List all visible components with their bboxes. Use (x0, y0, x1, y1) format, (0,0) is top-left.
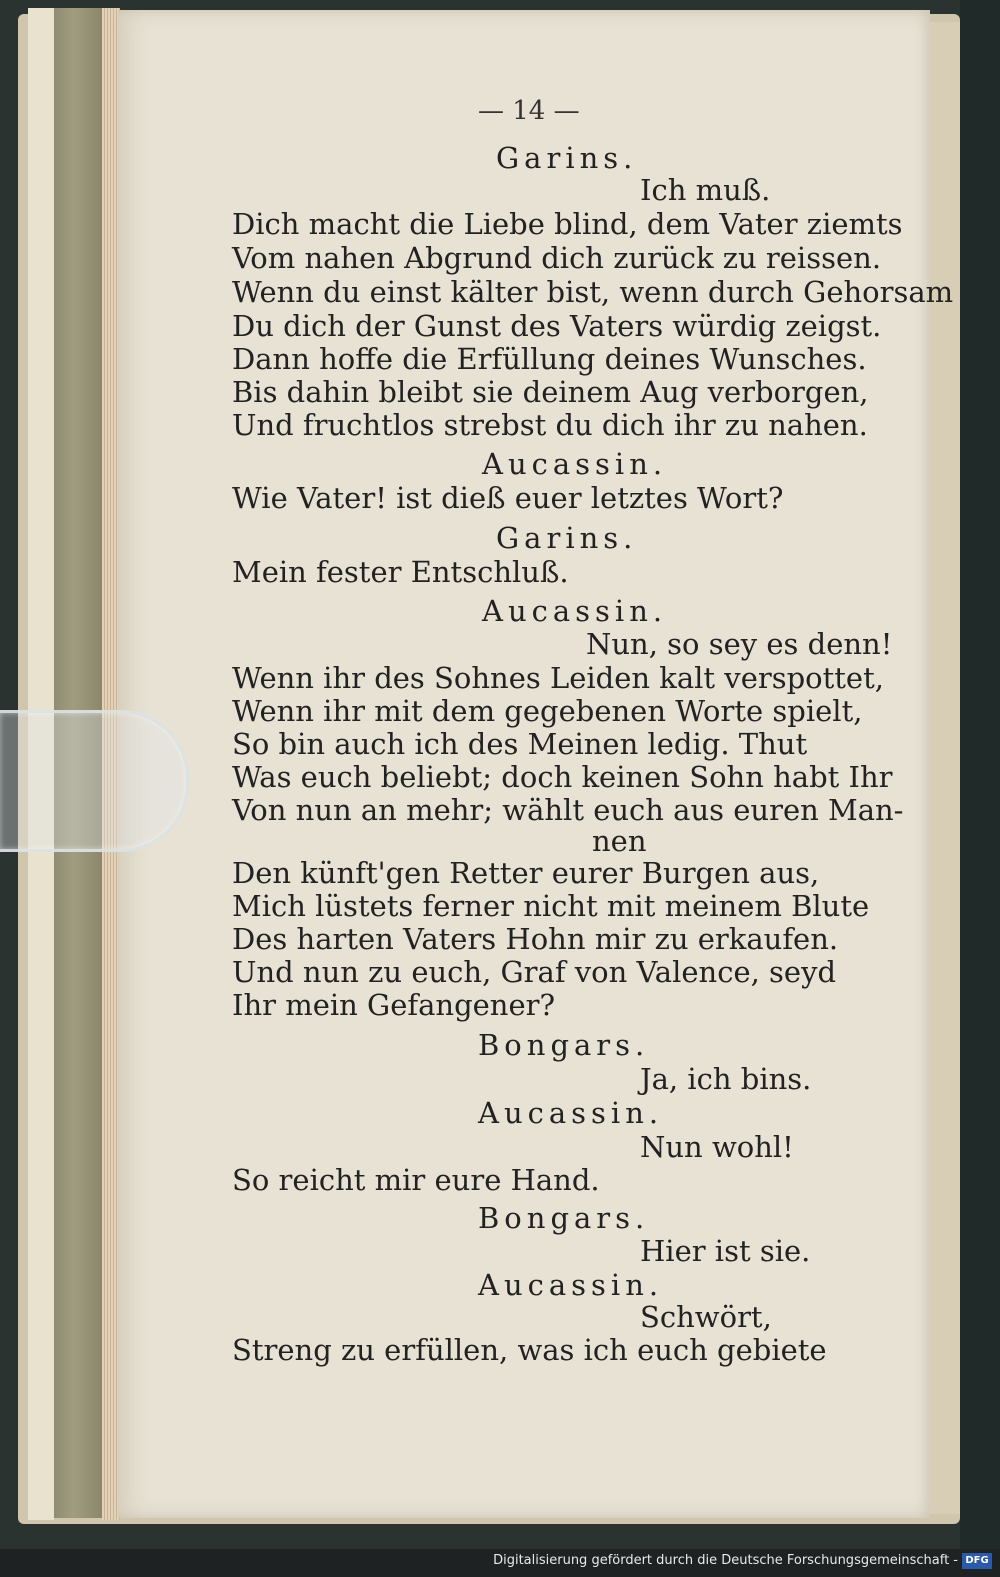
verse-line: Ja, ich bins. (640, 1062, 812, 1096)
verse-line: Nun wohl! (640, 1130, 794, 1164)
verse-line: Von nun an mehr; wählt euch aus euren Man- (232, 793, 904, 827)
page-clip (0, 710, 189, 852)
verse-line: Vom nahen Abgrund dich zurück zu reissen. (232, 241, 882, 275)
speaker-bongars: Bongars. (478, 1201, 650, 1235)
verse-line: Ihr mein Gefangener? (232, 988, 556, 1022)
verse-line: Wenn ihr des Sohnes Leiden kalt verspottet, (232, 661, 884, 695)
speaker-aucassin: Aucassin. (482, 447, 668, 481)
verse-line: Du dich der Gunst des Vaters würdig zeigst. (232, 309, 882, 343)
verse-line: Nun, so sey es denn! (586, 627, 893, 661)
page-number: — 14 — (478, 96, 580, 126)
verse-line: Schwört, (640, 1300, 772, 1334)
verse-line: Den künft'gen Retter eurer Burgen aus, (232, 856, 820, 890)
verse-line: Und nun zu euch, Graf von Valence, seyd (232, 955, 837, 989)
verse-line: Mein fester Entschluß. (232, 555, 569, 589)
verse-line: Dich macht die Liebe blind, dem Vater ziemts (232, 207, 903, 241)
verse-line: Mich lüstets ferner nicht mit meinem Blute (232, 889, 870, 923)
verse-line: Des harten Vaters Hohn mir zu erkaufen. (232, 922, 839, 956)
speaker-aucassin: Aucassin. (478, 1096, 664, 1130)
verse-line: Wie Vater! ist dieß euer letztes Wort? (232, 481, 784, 515)
verse-line: Dann hoffe die Erfüllung deines Wunsches. (232, 342, 867, 376)
verse-line: Ich muß. (640, 173, 771, 207)
speaker-aucassin: Aucassin. (482, 594, 668, 628)
dfg-logo: DFG (962, 1553, 992, 1569)
background-right (960, 0, 1000, 1577)
verse-line: So reicht mir eure Hand. (232, 1163, 600, 1197)
speaker-aucassin: Aucassin. (478, 1268, 664, 1302)
right-page-edge (930, 22, 960, 1514)
speaker-bongars: Bongars. (478, 1028, 650, 1062)
digitization-credit: Digitalisierung gefördert durch die Deutsche Forschungsgemeinschaft - (493, 1553, 958, 1568)
verse-line: nen (592, 824, 647, 858)
verse-line: Und fruchtlos strebst du dich ihr zu nahen. (232, 408, 868, 442)
verse-line: Bis dahin bleibt sie deinem Aug verborgen, (232, 375, 869, 409)
verse-line: Hier ist sie. (640, 1234, 811, 1268)
verse-line: Wenn ihr mit dem gegebenen Worte spielt, (232, 694, 863, 728)
speaker-garins: Garins. (496, 521, 638, 555)
speaker-garins: Garins. (496, 141, 638, 175)
verse-line: Wenn du einst kälter bist, wenn durch Gehorsam (232, 275, 954, 309)
verse-line: Streng zu erfüllen, was ich euch gebiete (232, 1333, 827, 1367)
verse-line: So bin auch ich des Meinen ledig. Thut (232, 727, 808, 761)
verse-line: Was euch beliebt; doch keinen Sohn habt Ihr (232, 760, 893, 794)
